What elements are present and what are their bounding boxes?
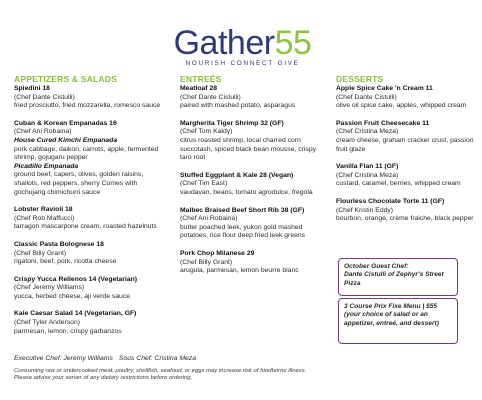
item-description: cream cheese, graham cracker crust, passion fruit glaze: [336, 136, 474, 153]
menu-item: [14, 310, 164, 336]
item-name: Crispy Yucca Rellenos 14 (Vegetarian): [14, 275, 138, 283]
item-chef: (Chef Billy Grant): [180, 258, 233, 266]
item-description: tarragon mascarpone cream, roasted hazelnuts: [14, 223, 157, 231]
item-chef: (Chef Ani Robaina): [14, 128, 72, 136]
staff-credits: [14, 354, 454, 363]
guest-chef-name: Dante Cistulli of Zephyr's Street Pizza: [344, 271, 444, 287]
prix-fixe-box: [338, 298, 458, 344]
item-name: Kale Caesar Salad 14 (Vegetarian, GF): [14, 310, 137, 318]
disclaimer-line: Please advise your server of any dietary restrictions before ordering.: [14, 375, 193, 381]
item-description: rigatoni, beef, pork, ricotta cheese: [14, 258, 117, 266]
item-chef: (Chef Ani Robaina): [180, 215, 238, 223]
item-name: Flourless Chocolate Torte 11 (GF): [336, 197, 445, 205]
item-chef: (Chef Rob Maffucci): [14, 214, 75, 222]
menu-item: [336, 198, 474, 224]
menu-item: [14, 85, 164, 111]
menu-item: [14, 276, 164, 302]
logo-tagline: NOURISH·CONNECT·GIVE: [185, 60, 300, 67]
menu-item: [336, 85, 474, 111]
item-name: Apple Spice Cake 'n Cream 11: [336, 85, 433, 92]
item-name: Margherita Tiger Shrimp 32 (GF): [180, 119, 284, 127]
item-description: arugula, parmesan, lemon beurre blanc: [180, 267, 299, 275]
restaurant-logo: [160, 26, 325, 67]
desserts-column: [336, 74, 474, 224]
item-chef: (Chef Tyler Anderson): [14, 319, 80, 327]
disclaimer-line: Consuming raw or undercooked meat, poultry, shellfish, seafood, or eggs may increase risk of foodborne illness.: [14, 368, 307, 374]
food-safety-disclaimer: [14, 368, 454, 382]
entrees-column: [180, 74, 328, 276]
menu-item: [180, 250, 328, 276]
item-name: Lobster Ravioli 18: [14, 206, 73, 214]
item-name: Vanilla Flan 11 (GF): [336, 163, 399, 171]
item-subname: Picadillo Empanada: [14, 162, 79, 170]
menu-item: [180, 120, 328, 163]
guest-chef-box: [338, 258, 458, 296]
item-name: Classic Pasta Bolognese 18: [14, 240, 104, 248]
menu-item: [14, 206, 164, 232]
item-description: fried prosciutto, fried mozzarella, romesco sauce: [14, 102, 161, 110]
item-description: paired with mashed potato, asparagus: [180, 102, 296, 110]
item-name: Pork Chop Milanese 29: [180, 249, 255, 257]
item-description: parmesan, lemon, crispy garbanzos: [14, 327, 122, 335]
logo-number: 55: [274, 24, 312, 62]
menu-item: [336, 163, 474, 189]
item-description: yucca, herbed cheese, aji verde sauce: [14, 292, 130, 300]
section-heading: APPETIZERS & SALADS: [14, 74, 117, 84]
item-description: custard, caramel, berries, whipped cream: [336, 180, 461, 188]
item-chef: (Chef Tim East): [180, 180, 228, 188]
menu-item: [336, 120, 474, 154]
item-name: Passion Fruit Cheesecake 11: [336, 119, 430, 127]
item-subname: House Cured Kimchi Empanada: [14, 136, 118, 144]
guest-chef-label: October Guest Chef:: [344, 263, 409, 270]
prix-fixe-title: 3 Course Prix Fixe Menu | $55: [344, 303, 438, 310]
item-description: pork cabbage, daikon, carrots, apple, fermented shrimp, gojugaru pepper: [14, 145, 159, 162]
menu-item: [180, 172, 328, 198]
prix-fixe-details: (your choice of salad or an appetizer, entreé, and dessert): [344, 311, 439, 327]
menu-item: [180, 207, 328, 241]
sous-chef: Sous Chef: Cristina Meza: [118, 355, 196, 362]
appetizers-column: [14, 74, 164, 336]
item-name: Meatloaf 28: [180, 85, 218, 92]
item-description: butter poached leek, yukon gold mashed potatoes, rice flour deep fried leek greens: [180, 223, 306, 240]
logo-wordmark: [160, 26, 325, 60]
menu-item: [14, 120, 164, 197]
item-chef: (Chef Cristina Meza): [336, 171, 399, 179]
menu-item: [180, 85, 328, 111]
menu-footer: [14, 354, 454, 382]
executive-chef: Executive Chef: Jeremy Williams: [14, 355, 113, 362]
item-description: olive oil spice cake, apples, whipped cream: [336, 102, 467, 110]
section-heading: DESSERTS: [336, 74, 384, 84]
item-chef: (Chef Billy Grant): [14, 249, 67, 257]
tagline-word: NOURISH: [185, 60, 227, 67]
tagline-word: GIVE: [277, 60, 300, 67]
item-chef: (Chef Tom Kaldy): [180, 128, 233, 136]
item-chef: (Chef Dante Cistulli): [336, 93, 397, 101]
item-description: citrus roasted shrimp, local charred corn succotash, spiced black bean mousse, crispy taro root: [180, 136, 317, 162]
item-description: bourbon, orange, crème fraiche, black pepper: [336, 215, 474, 223]
item-chef: (Chef Jeremy Williams): [14, 284, 85, 292]
item-name: Spiedini 18: [14, 85, 50, 92]
item-chef: (Chef Cristina Meza): [336, 128, 399, 136]
item-description: ground beef, capers, olives, golden raisins, shallots, red peppers, sherry Comes with gochujang chimichurri sauce: [14, 171, 144, 196]
logo-word: Gather: [173, 24, 275, 62]
item-name: Malbec Braised Beef Short Rib 38 (GF): [180, 206, 305, 214]
item-name: Stuffed Eggplant & Kale 28 (Vegan): [180, 171, 294, 179]
item-name: Cuban & Korean Empanadas 16: [14, 119, 117, 127]
item-description: vaudavan, beans, tomato agrodulce, fregola: [180, 188, 313, 196]
tagline-word: CONNECT: [230, 60, 274, 67]
section-heading: ENTREÉS: [180, 74, 222, 84]
menu-item: [14, 241, 164, 267]
item-chef: (Chef Kristin Eddy): [336, 206, 394, 214]
item-chef: (Chef Dante Cistulli): [14, 93, 75, 101]
item-chef: (Chef Dante Cistulli): [180, 93, 241, 101]
